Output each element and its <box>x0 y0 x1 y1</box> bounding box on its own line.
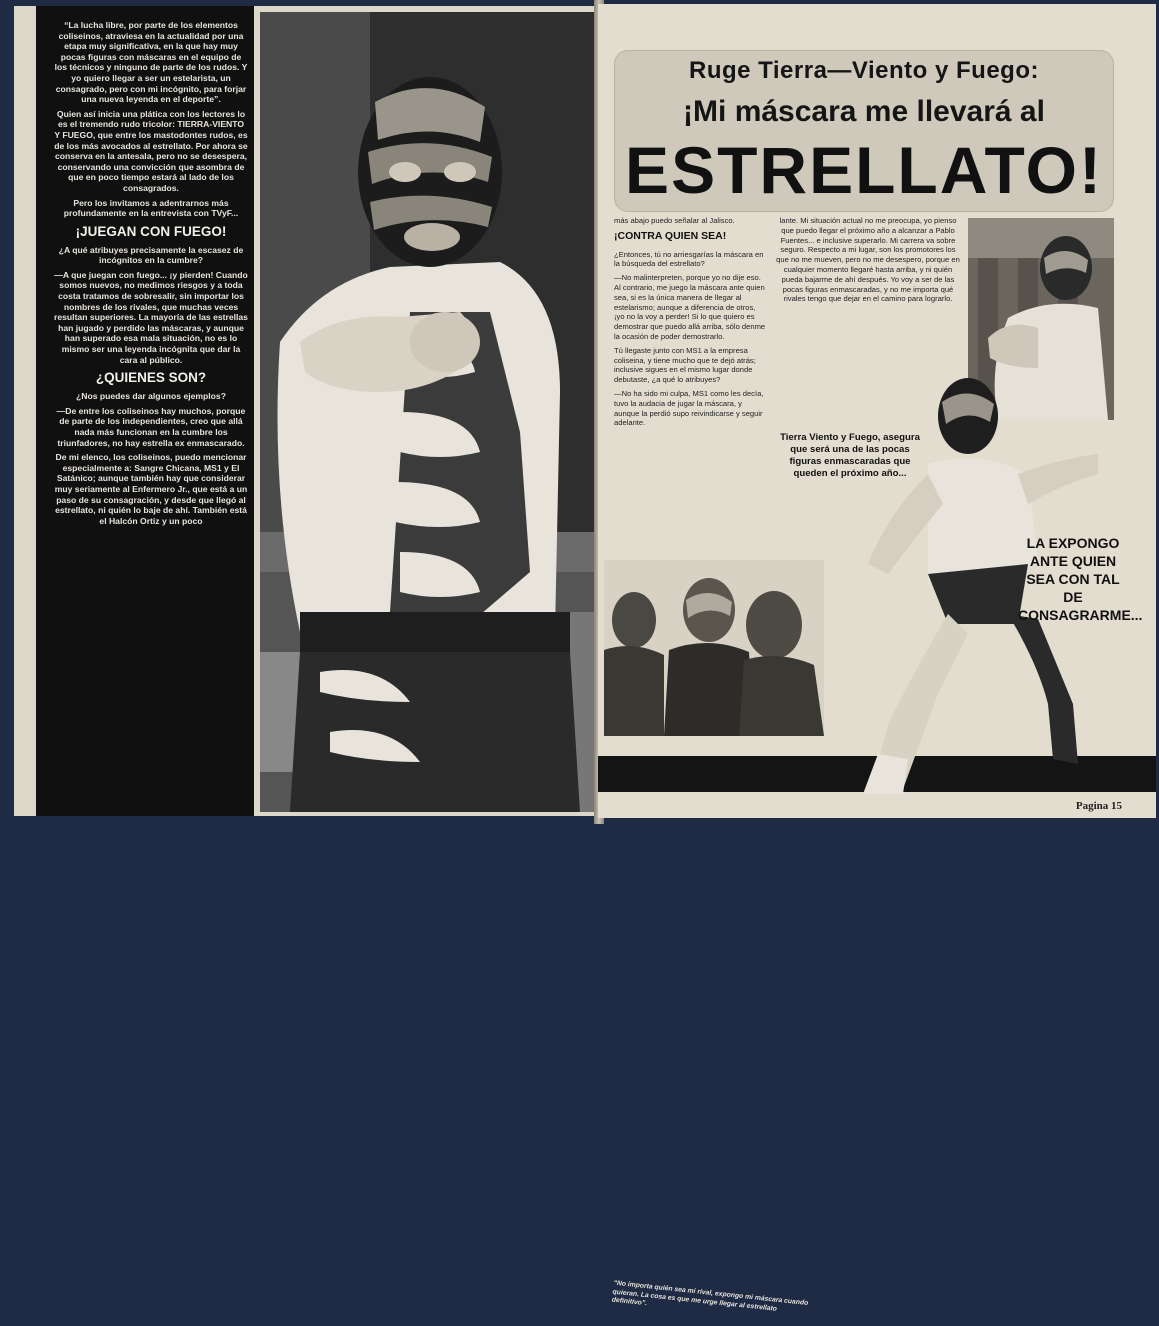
left-page <box>14 6 598 816</box>
intro-quote: “La lucha libre, por parte de los elementos coliseinos, atraviesa en la actualidad por una etapa muy significativa, en la que hay muy pocas figuras con máscaras en el equipo de los técnicos y ninguno de parte de los rudos. Y yo quiero llegar a ser un estelarista, un consagrado, pero con mi incógnito, para forjar una nueva leyenda en el deporte”. <box>54 20 248 105</box>
headline-line-1: Ruge Tierra—Viento y Fuego: <box>688 57 1039 84</box>
answer-3: De mi elenco, los coliseinos, puedo mencionar especialmente a: Sangre Chicana, MS1 y El Satánico; aunque también hay que considerar muy seriamente al Enfermero Jr., que está a un paso de su consagración, y desde que llegó al estrellato, ni quién lo baje de ahí. También está el Halcón Ortiz y un poco <box>54 452 248 526</box>
pull-quote: LA EXPONGO ANTE QUIEN SEA CON TAL DE CONSAGRARME... <box>1018 535 1143 623</box>
section-heading-contra: ¡CONTRA QUIEN SEA! <box>614 229 727 242</box>
group-photo-caption: “No importa quién sea mi rival, expongo mi máscara cuando quieran. La cosa es que me urge llegar al estrellato definitivo”. <box>611 1279 809 1313</box>
wrestler-pointing-illustration <box>260 12 608 812</box>
intro-paragraph: Quien así inicia una plática con los lectores lo es el tremendo rudo tricolor: TIERRA-VIENTO Y FUEGO, que entre los mastodontes rudos, es de los más avocados al estrellato. Por ahora se conserva en la antesala, pero no se desespera, conservando una convicción que asombra de que en poco tiempo estará al lado de los consagrados. <box>54 108 248 193</box>
answer-5: —No ha sido mi culpa, MS1 como les decía, tuvo la audacia de jugar la máscara, y aunque la perdió supo reivindicarse y seguir adelante. <box>614 388 764 428</box>
right-column-2 <box>776 216 960 304</box>
section-heading-juegan: ¡JUEGAN CON FUEGO! <box>75 223 227 239</box>
answer-2: —De entre los coliseinos hay muchos, porque de parte de los independientes, creo que allá nada más funcionan en la cumbre los triunfadores, no hay estrella ex enmascarado. <box>56 405 246 448</box>
invite-paragraph: Pero los invitamos a adentrarnos más profundamente en la entrevista con TVyF... <box>63 197 239 219</box>
continuation-text: más abajo puedo señalar al Jalisco. <box>614 216 735 225</box>
left-column-text <box>54 20 248 530</box>
right-column-1 <box>614 216 768 432</box>
answer-5-continued: lante. Mi situación actual no me preocupa, yo pienso que puedo llegar el próximo año a alcanzar a Pablo Fuentes... e inclusive superarlo. Mi carrera va sobre seguro. Respecto a mi lugar, son los promotores los que no me mueven, pero no me desespero, porque en cualquier momento llegaré hasta arriba, y ni quién pueda bajarme de ahí después. Yo voy a ser de las pocas figuras enmascaradas, y no me importa qué rivales tengo que dejar en el camino para lograrlo. <box>776 216 960 304</box>
question-4: Tú llegaste junto con MS1 a la empresa coliseina, y tiene mucho que te dejó atrás; inclusive sigues en el mismo lugar donde debutaste, ¿a qué lo atribuyes? <box>614 345 756 385</box>
right-page <box>598 4 1156 1313</box>
question-2: ¿Nos puedes dar algunos ejemplos? <box>76 391 226 402</box>
answer-1: —A que juegan con fuego... ¡y pierden! Cuando somos nuevos, no medimos riesgos y a toda costa tratamos de sobresalir, sin importar los nombres de los rivales, que muchas veces resultan superiores. La mayoría de las estrellas han jugado y perdido las máscaras, y aunque han superado esa mala situación, no es lo mismo ser una leyenda incógnita que dar la cara al público. <box>54 269 248 365</box>
headline-box <box>614 50 1114 212</box>
left-text-column <box>36 6 254 816</box>
page-number: Pagina 15 <box>1075 800 1122 812</box>
question-1: ¿A qué atribuyes precisamente la escasez de incógnitos en la cumbre? <box>58 244 244 266</box>
headline-line-3: ESTRELLATO! <box>625 133 1103 207</box>
question-3: ¿Entonces, tú no arriesgarías la máscara en la búsqueda del estrellato? <box>614 249 764 269</box>
section-heading-quienes: ¿QUIENES SON? <box>95 370 207 386</box>
main-wrestler-photo <box>260 12 608 812</box>
photo-caption-bold: Tierra Viento y Fuego, asegura que será una de las pocas figuras enmascaradas que queden el próximo año... <box>780 432 920 479</box>
headline-line-2: ¡Mi máscara me llevará al <box>683 95 1045 128</box>
answer-4: —No malinterpreten, porque yo no dije eso. Al contrario, me juego la máscara ante quien sea, si es la única manera de llegar al estelarismo; aunque a diferencia de otros, ¡yo no la voy a perder! Si lo que quiero es demostrar que puedo allá arriba, sólo denme la ocasión de poder demostrarlo. <box>614 273 766 341</box>
